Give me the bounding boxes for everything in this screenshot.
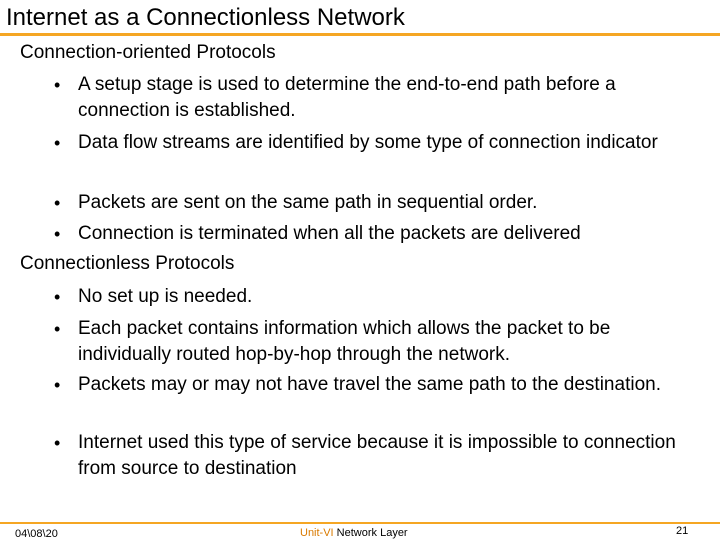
bullet-text: Each packet contains information which allows the packet to be individually routed hop-by-hop through the network.: [78, 318, 611, 365]
footer-unit-rest: Network Layer: [333, 527, 408, 539]
bullet-text: Internet used this type of service because it is impossible to connection from source to destination: [78, 432, 676, 479]
list-item: [54, 130, 708, 156]
list-item: [54, 430, 708, 482]
bullet-icon: •: [54, 133, 61, 153]
bullet-icon: •: [54, 375, 61, 395]
bullet-text: A setup stage is used to determine the end-to-end path before a connection is established.: [78, 74, 616, 121]
slide-title: Internet as a Connectionless Network: [6, 4, 405, 31]
bullet-text: Connection is terminated when all the packets are delivered: [78, 223, 581, 244]
slide-title-bar: [0, 0, 720, 34]
list-item: [54, 372, 708, 398]
list-item: [54, 221, 708, 247]
page-number: 21: [676, 525, 689, 537]
section-heading-connection-oriented: Connection-oriented Protocols: [20, 42, 276, 63]
footer-divider: [0, 522, 720, 524]
bullet-icon: •: [54, 433, 61, 453]
bullet-icon: •: [54, 287, 61, 307]
bullet-text: Packets may or may not have travel the same path to the destination.: [78, 374, 661, 395]
bullet-text: No set up is needed.: [78, 286, 253, 307]
section-heading-connectionless: Connectionless Protocols: [20, 253, 235, 274]
list-item: [54, 190, 708, 216]
bullet-text: Packets are sent on the same path in sequential order.: [78, 192, 538, 213]
bullet-icon: •: [54, 193, 61, 213]
title-divider: [0, 33, 720, 36]
footer-unit: [300, 527, 408, 539]
bullet-icon: •: [54, 319, 61, 339]
list-item: [54, 316, 708, 368]
bullet-icon: •: [54, 75, 61, 95]
bullet-text: Data flow streams are identified by some type of connection indicator: [78, 132, 658, 153]
bullet-icon: •: [54, 224, 61, 244]
footer-unit-prefix: Unit-VI: [300, 527, 334, 539]
list-item: [54, 284, 708, 310]
list-item: [54, 72, 708, 124]
footer-date: 04\08\20: [15, 528, 58, 540]
